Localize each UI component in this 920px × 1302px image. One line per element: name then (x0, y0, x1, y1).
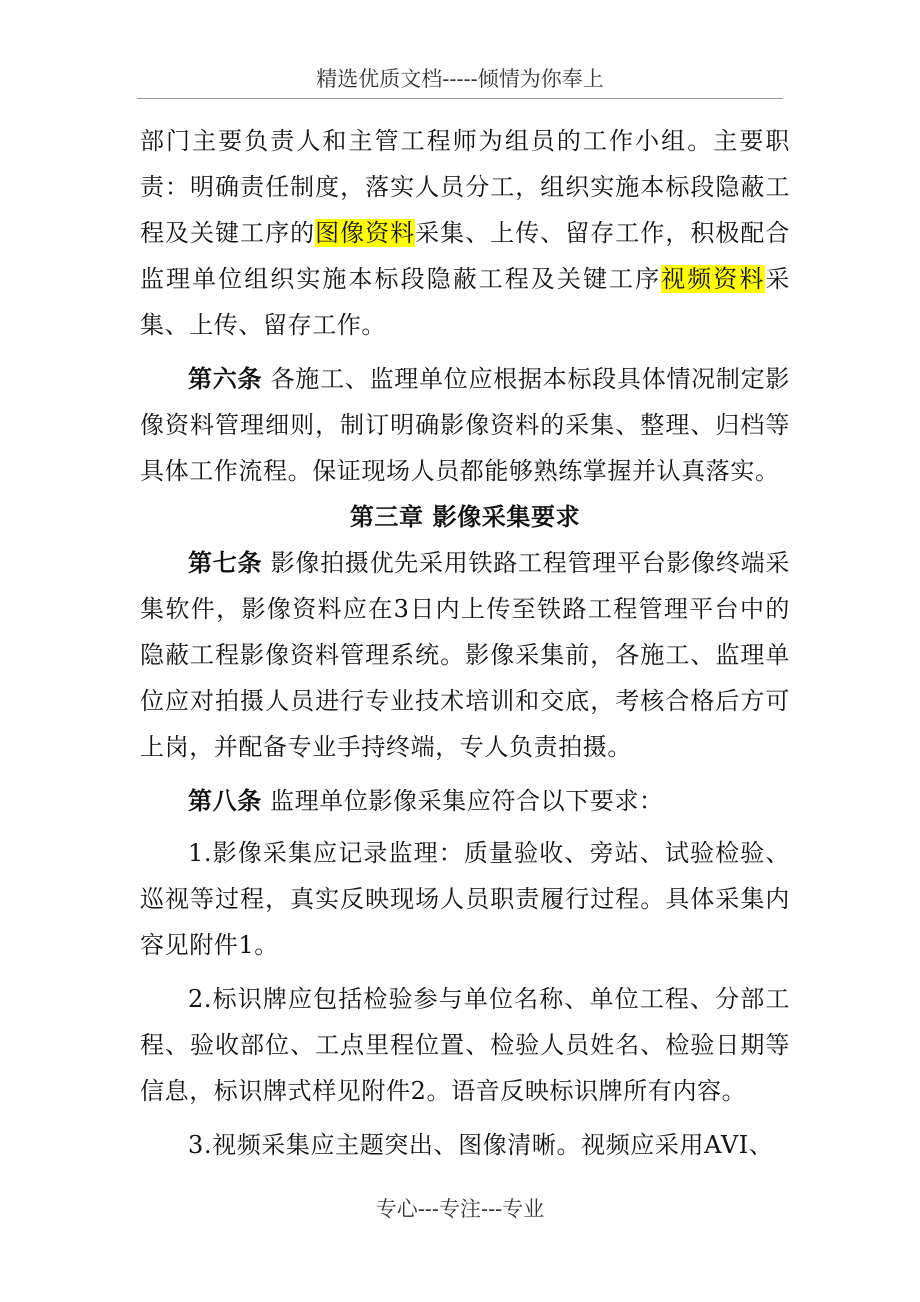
article-label: 第六条 (188, 365, 263, 393)
article-6 (140, 356, 790, 494)
list-item: 2.标识牌应包括检验参与单位名称、单位工程、分部工程、验收部位、工点里程位置、检验人员姓名、检验日期等信息，标识牌式样见附件2。语音反映标识牌所有内容。 (140, 985, 790, 1105)
page-footer: 专心---专注---专业 (375, 1197, 545, 1221)
highlighted-term: 图像资料 (315, 219, 416, 247)
paragraph-text: 采集、上传、留存工作，积极配合监理单位组织实施本标段隐蔽工程及关键工序 (140, 219, 790, 293)
paragraph-working-group (140, 118, 790, 348)
paragraph-text: 部门主要负责人和主管工程师为组员的工作小组。主要职责：明确责任制度，落实人员分工，组织实施本标段隐蔽工程及关键工序的 (140, 127, 790, 247)
list-item: 3.视频采集应主题突出、图像清晰。视频应采用AVI、 (188, 1131, 774, 1159)
article-8 (140, 778, 790, 824)
list-item: 1.影像采集应记录监理：质量验收、旁站、试验检验、巡视等过程，真实反映现场人员职责履行过程。具体采集内容见附件1。 (140, 839, 790, 959)
article-text: 监理单位影像采集应符合以下要求： (261, 787, 664, 815)
article-text: 各施工、监理单位应根据本标段具体情况制定影像资料管理细则，制订明确影像资料的采集、整理、归档等具体工作流程。保证现场人员都能够熟练掌握并认真落实。 (140, 365, 791, 485)
article-label: 第八条 (188, 787, 262, 815)
highlighted-term: 视频资料 (661, 265, 766, 293)
article-label: 第七条 (188, 549, 263, 577)
paragraph-text: 采集、上传、留存工作。 (140, 265, 790, 339)
document-body (140, 118, 790, 1168)
page-header: 精选优质文档-----倾情为你奉上 (137, 60, 783, 99)
article-text: 影像拍摄优先采用铁路工程管理平台影像终端采集软件，影像资料应在3日内上传至铁路工程管理平台中的隐蔽工程影像资料管理系统。影像采集前，各施工、监理单位应对拍摄人员进行专业技术培训和交底，考核合格后方可上岗，并配备专业手持终端，专人负责拍摄。 (140, 549, 791, 761)
article-7 (140, 540, 790, 770)
chapter-heading: 第三章 影像采集要求 (349, 503, 581, 531)
